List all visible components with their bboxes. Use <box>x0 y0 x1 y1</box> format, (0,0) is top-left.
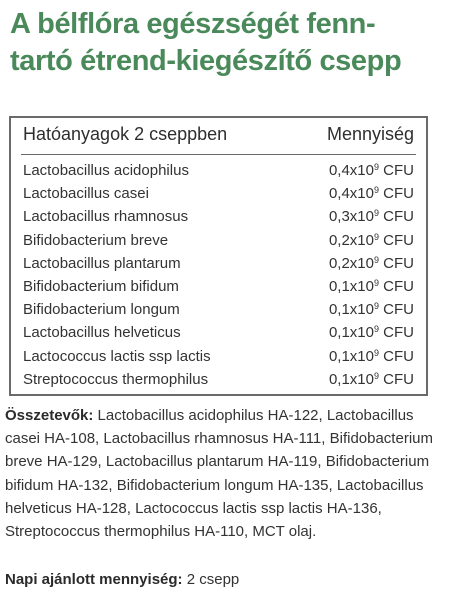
ingredient-amount <box>329 278 414 295</box>
headline-line-1: A bélflóra egészségét fenn- <box>10 8 376 40</box>
table-row <box>11 369 426 392</box>
table-row <box>11 206 426 229</box>
header-ingredients: Hatóanyagok 2 cseppben <box>23 124 228 144</box>
ingredient-amount <box>329 324 414 341</box>
dose-label: Napi ajánlott mennyiség: <box>5 571 183 588</box>
table-row <box>11 253 426 276</box>
amount-mantissa: 0,2x10 <box>328 231 374 249</box>
table-row <box>11 230 426 253</box>
ingredient-amount <box>329 348 414 365</box>
ingredient-name: Lactobacillus casei <box>23 185 149 203</box>
amount-unit: CFU <box>379 370 414 388</box>
ingredient-name: Bifidobacterium longum <box>23 301 180 319</box>
table-row <box>11 299 426 322</box>
amount-exponent: 9 <box>373 208 379 219</box>
amount-mantissa: 0,3x10 <box>328 208 374 226</box>
table-row <box>11 322 426 345</box>
header-divider <box>21 154 416 155</box>
amount-exponent: 9 <box>373 324 379 335</box>
table-body <box>11 160 426 392</box>
amount-exponent: 9 <box>373 277 379 288</box>
ingredient-name: Lactobacillus plantarum <box>23 254 181 272</box>
ingredient-amount <box>329 371 414 388</box>
recommended-dose <box>5 571 239 588</box>
amount-unit: CFU <box>379 185 414 203</box>
composition-text: Lactobacillus acidophilus HA-122, Lactobacillus casei HA-108, Lactobacillus rhamnosus HA-111, Bifidobacterium breve HA-129, Lactobacillus plantarum HA-119, Bifidobacterium bifidum HA-132, Bifidobacterium longum HA-135, Lactobacillus helveticus HA-128, Lactococcus lactis ssp lactis HA-136, Streptococcus thermophilus HA-110, MCT olaj. <box>5 407 433 541</box>
amount-mantissa: 0,1x10 <box>328 324 374 342</box>
amount-unit: CFU <box>379 347 414 365</box>
ingredient-amount <box>329 185 414 202</box>
amount-unit: CFU <box>379 301 414 319</box>
ingredient-amount <box>329 232 414 249</box>
headline-line-2: tartó étrend-kiegészítő csepp <box>10 45 402 77</box>
ingredient-name: Bifidobacterium bifidum <box>23 277 179 295</box>
amount-mantissa: 0,2x10 <box>328 254 374 272</box>
ingredient-name: Streptococcus thermophilus <box>23 370 209 388</box>
amount-exponent: 9 <box>373 370 379 381</box>
amount-unit: CFU <box>379 324 414 342</box>
ingredient-amount <box>329 255 414 272</box>
composition-paragraph <box>5 404 445 543</box>
ingredient-name: Lactobacillus helveticus <box>23 324 181 342</box>
ingredient-amount <box>329 301 414 318</box>
table-row <box>11 183 426 206</box>
amount-unit: CFU <box>379 277 414 295</box>
amount-unit: CFU <box>379 208 414 226</box>
amount-mantissa: 0,4x10 <box>328 185 374 203</box>
ingredients-table <box>9 116 428 396</box>
amount-mantissa: 0,1x10 <box>328 277 374 295</box>
amount-exponent: 9 <box>373 185 379 196</box>
amount-exponent: 9 <box>373 231 379 242</box>
ingredient-name: Lactococcus lactis ssp lactis <box>23 347 211 365</box>
amount-mantissa: 0,4x10 <box>328 162 374 179</box>
amount-mantissa: 0,1x10 <box>328 347 374 365</box>
amount-exponent: 9 <box>373 301 379 312</box>
composition-label: Összetevők: <box>5 407 94 424</box>
amount-mantissa: 0,1x10 <box>328 301 374 319</box>
amount-exponent: 9 <box>373 254 379 265</box>
amount-unit: CFU <box>379 254 414 272</box>
header-amount: Mennyiség <box>326 124 414 144</box>
table-row <box>11 276 426 299</box>
dose-value: 2 csepp <box>182 571 240 588</box>
table-row <box>11 160 426 183</box>
amount-exponent: 9 <box>373 162 379 172</box>
ingredient-amount <box>329 208 414 225</box>
table-header <box>11 118 426 151</box>
ingredient-name: Lactobacillus rhamnosus <box>23 208 189 226</box>
ingredient-name: Bifidobacterium breve <box>23 231 169 249</box>
ingredient-name: Lactobacillus acidophilus <box>23 162 189 179</box>
amount-unit: CFU <box>379 162 414 179</box>
amount-unit: CFU <box>379 231 414 249</box>
table-row <box>11 346 426 369</box>
amount-exponent: 9 <box>373 347 379 358</box>
product-headline <box>10 6 450 80</box>
ingredient-amount <box>329 162 414 179</box>
amount-mantissa: 0,1x10 <box>328 370 374 388</box>
